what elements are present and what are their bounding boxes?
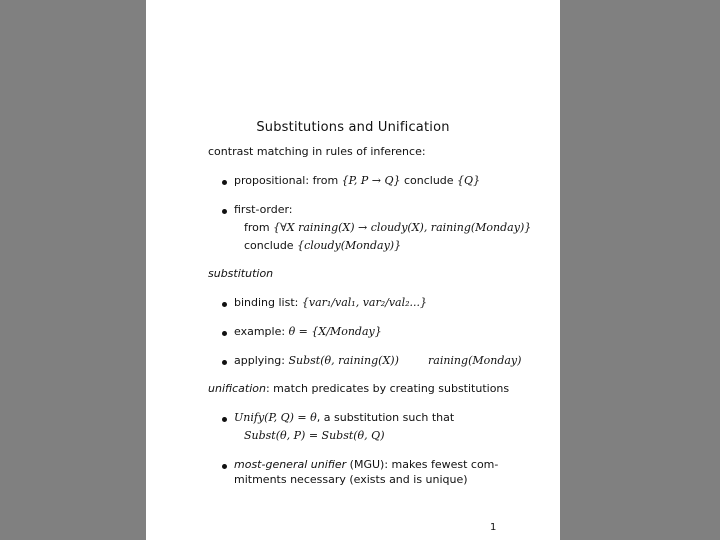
mgu-continuation: mitments necessary (exists and is unique) <box>234 473 468 486</box>
from-label: from <box>244 221 274 234</box>
applying-line <box>234 354 399 368</box>
bullet-icon <box>222 331 227 336</box>
page-title: Substitutions and Unification <box>256 120 450 135</box>
example-line <box>234 325 382 339</box>
propositional-line <box>234 174 480 188</box>
conclude-label: conclude <box>244 239 298 252</box>
mgu-term: most-general unifier <box>234 458 347 471</box>
bullet-icon <box>222 302 227 307</box>
propositional-conclusion: {Q} <box>457 174 481 187</box>
applying-result: raining(Monday) <box>428 354 522 367</box>
bullet-icon <box>222 180 227 185</box>
first-order-label: first-order: <box>234 203 293 216</box>
applying-math: Subst(θ, raining(X)) <box>288 354 399 367</box>
substitution-heading: substitution <box>208 267 274 280</box>
unify-description: , a substitution such that <box>316 411 455 424</box>
first-order-conclusion: {cloudy(Monday)} <box>297 239 402 252</box>
mgu-line <box>234 458 498 472</box>
intro-text: contrast matching in rules of inference: <box>208 145 426 158</box>
applying-label: applying: <box>234 354 289 367</box>
bullet-icon <box>222 417 227 422</box>
conclude-label: conclude <box>400 174 458 187</box>
first-order-from-line <box>244 221 531 235</box>
propositional-label: propositional: from <box>234 174 342 187</box>
example-label: example: <box>234 325 289 338</box>
bullet-icon <box>222 209 227 214</box>
bullet-icon <box>222 464 227 469</box>
first-order-premises: {∀X raining(X) → cloudy(X), raining(Monday)} <box>273 221 532 234</box>
binding-list-math: {var₁/val₁, var₂/val₂...} <box>301 296 428 309</box>
unification-description: : match predicates by creating substitutions <box>265 382 510 395</box>
first-order-conclude-line <box>244 239 401 253</box>
page-number: 1 <box>490 522 497 533</box>
example-math: θ = {X/Monday} <box>288 325 382 338</box>
bullet-icon <box>222 360 227 365</box>
document-page <box>146 0 560 540</box>
binding-list-line <box>234 296 427 310</box>
unification-heading: unification <box>208 382 266 395</box>
unify-line <box>234 411 454 425</box>
unify-condition: Subst(θ, P) = Subst(θ, Q) <box>244 429 385 442</box>
unify-math: Unify(P, Q) = θ <box>234 411 317 424</box>
propositional-premises: {P, P → Q} <box>341 174 401 187</box>
unification-line <box>208 382 509 396</box>
mgu-description: (MGU): makes fewest com- <box>346 458 499 471</box>
binding-list-label: binding list: <box>234 296 302 309</box>
